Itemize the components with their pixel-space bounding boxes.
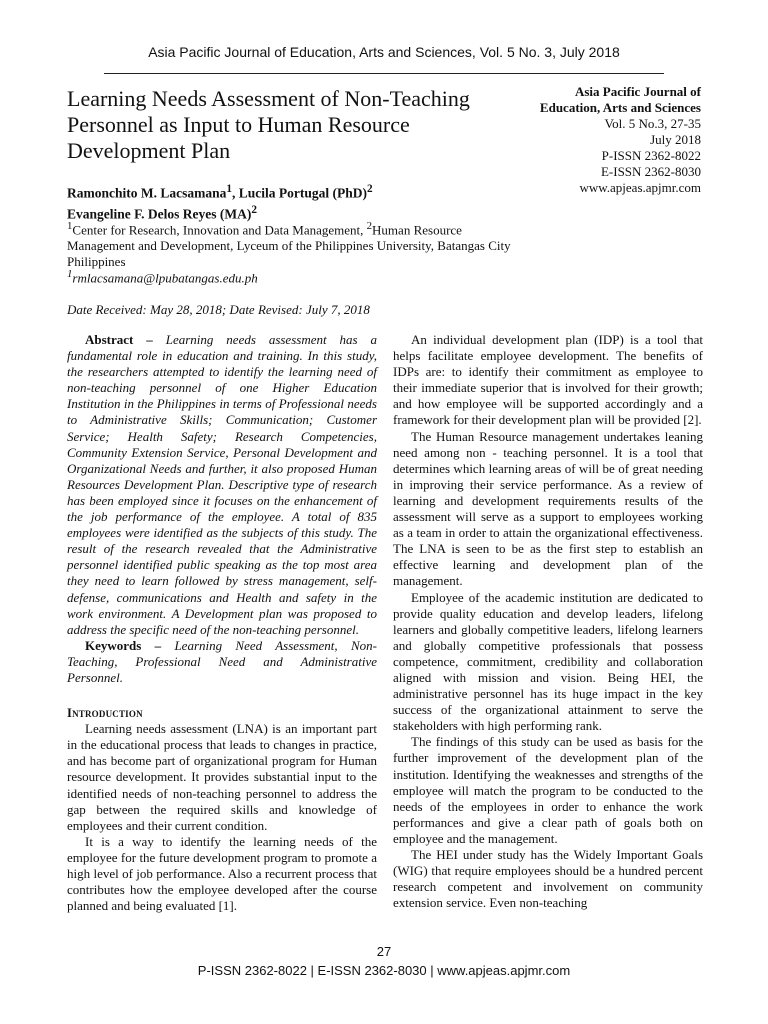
email-mark: 1 — [67, 268, 73, 280]
paper-title: Learning Needs Assessment of Non-Teaching Personnel as Input to Human Resource Development Plan — [67, 86, 470, 163]
affil-2-text: Human Resource Management and Development, Lyceum of the Philippines University, Batangas City Philippines — [67, 222, 511, 270]
right-paragraph-3: Employee of the academic institution are dedicated to provide quality education and develop leaders, lifelong learners and globally competitive leaders, lifelong learners and globally competitive professionals that possess competence, commitment, credibility and collaboration aligned with mission and vision. Being HEI, the administrative personnel has its huge impact in the key success of the organizational attainment to serve the stakeholders with high performing rank. — [393, 589, 703, 734]
affil-1-text: Center for Research, Innovation and Data Management, — [72, 222, 367, 238]
running-head: Asia Pacific Journal of Education, Arts and Sciences, Vol. 5 No. 3, July 2018 — [148, 44, 620, 60]
page-footer: P-ISSN 2362-8022 | E-ISSN 2362-8030 | www.apjeas.apjmr.com — [197, 963, 571, 978]
page-number: 27 — [376, 944, 392, 959]
author-list — [67, 181, 527, 222]
abstract-label: Abstract – — [85, 332, 153, 347]
submission-dates: Date Received: May 28, 2018; Date Revised: July 7, 2018 — [67, 302, 370, 317]
keywords-text: Learning Need Assessment, Non-Teaching, Professional Need and Administrative Personnel. — [67, 637, 377, 685]
keywords — [67, 638, 377, 686]
author-line-1 — [67, 181, 527, 202]
right-paragraph-5: The HEI under study has the Widely Important Goals (WIG) that require employees should be a hundred percent research competent and involvement on community extension service. Even non-teaching — [393, 847, 703, 911]
author-2: Lucila Portugal (PhD) — [238, 185, 367, 201]
journal-name-line2: Education, Arts and Sciences — [539, 100, 701, 115]
author-3: Evangeline F. Delos Reyes (MA) — [67, 206, 252, 221]
right-paragraph-1: An individual development plan (IDP) is a tool that helps facilitate employee development. The benefits of IDPs are: to identify their commitment as employee to their immediate superior that is involved for their growth; and how employee will be supported accordingly and a framework for their development plan will be provided [2]. — [393, 332, 703, 428]
journal-date: July 2018 — [650, 132, 701, 147]
author-separator: , — [232, 185, 239, 201]
intro-paragraph-1: Learning needs assessment (LNA) is an important part in the educational process that leads to changes in practice, and has become part of organizational program for Human resource development. It provides substantial input to the identified needs of non-teaching personnel to address the gap between the required skills and knowledge of employees and their current condition. — [67, 721, 377, 833]
left-column — [67, 332, 377, 914]
affiliations — [67, 218, 527, 270]
journal-name-line1: Asia Pacific Journal of — [574, 84, 701, 99]
author-3-affil: 2 — [251, 203, 257, 216]
corresponding-email[interactable] — [67, 268, 258, 286]
right-paragraph-4: The findings of this study can be used as basis for the further improvement of the development plan of the institution. Identifying the weaknesses and strengths of the employee will match the program to be conducted to the needs of the employees in order to enhance the work performances and give a clear path of goals both on employee and the management. — [393, 734, 703, 846]
abstract-text: Learning needs assessment has a fundamental role in education and training. In this study, the researchers attempted to identify the learning need of non-teaching personnel of one Higher Education Institution in the Philippines in terms of Professional needs to Administrative Skills; Communication; Customer Service; Health Safety; Research Competencies, Community Extension Service, Personal Development and Organizational Needs and further, it also proposed Human Resources Development Plan. Descriptive type of research has been employed since it focuses on the enhancement of the job performance of the employee. A total of 835 employees were identified as the subjects of this study. The result of the research revealed that the Administrative personnel identified public speaking as the top most area they need to learn followed by stress management, self-defense, communications and Health and safety in the work environment. A Development plan was proposed to address the specific need of the non-teaching personnel. — [67, 332, 377, 637]
author-1: Ramonchito M. Lacsamana — [67, 185, 227, 201]
author-1-affil: 1 — [226, 183, 232, 195]
right-column — [393, 332, 703, 911]
introduction-heading: Introduction — [67, 706, 143, 721]
journal-pissn: P-ISSN 2362-8022 — [601, 148, 701, 163]
keywords-label: Keywords – — [85, 637, 162, 653]
right-paragraph-2: The Human Resource management undertakes leaning need among non - teaching personnel. It is a tool that determines which learning areas of will be of great needing in improving their service performance. As a review of learning and development requirements results of the assessment will serve as a support to employees working as a team in order to attain the organizational effectiveness. The LNA is seen to be as the first step to establish an effective learning and development plan of the management. — [393, 428, 703, 589]
journal-eissn: E-ISSN 2362-8030 — [600, 164, 701, 179]
journal-info-box — [481, 84, 701, 196]
abstract — [67, 332, 377, 638]
journal-volume: Vol. 5 No.3, 27-35 — [604, 116, 701, 131]
intro-paragraph-2: It is a way to identify the learning needs of the employee for the future development program to promote a high level of job performance. Also a recurrent process that contributes how the employee developed after the course planned and being evaluated [1]. — [67, 833, 377, 914]
header-rule — [104, 73, 664, 74]
author-2-affil: 2 — [367, 183, 373, 195]
email-address[interactable]: rmlacsamana@lpubatangas.edu.ph — [72, 270, 258, 286]
affil-2-mark: 2 — [366, 220, 373, 232]
affil-1-mark: 1 — [67, 220, 73, 232]
journal-website: www.apjeas.apjmr.com — [579, 180, 701, 195]
